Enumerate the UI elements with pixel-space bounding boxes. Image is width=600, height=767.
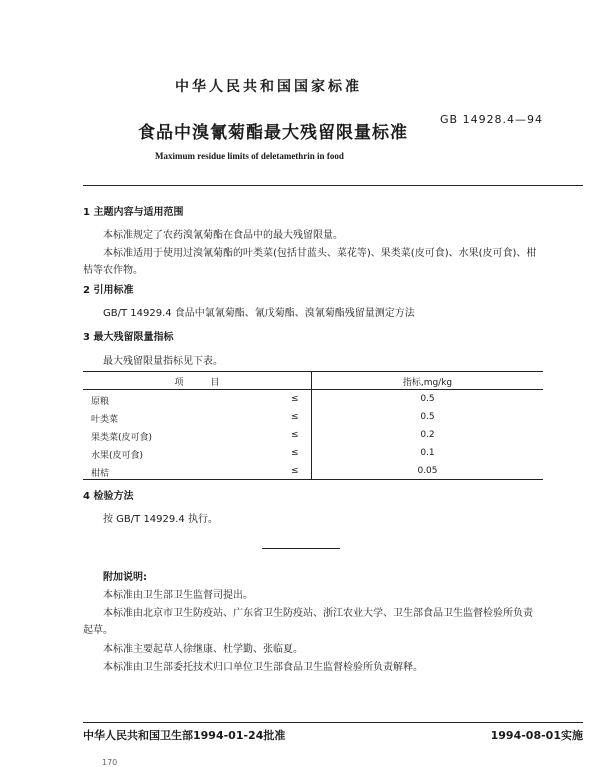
section-4-para: 按 GB/T 14929.4 执行。 [103,514,218,525]
le-symbol: ≤ [291,466,299,476]
section-1-para: 桔等农作物。 [83,265,143,276]
table-cell-value: 0.2 [420,430,435,440]
footer-divider [83,722,583,723]
end-divider [262,548,340,549]
english-title: Maximum residue limits of deletamethrin in food [155,151,344,161]
table-header-rule [83,389,543,390]
table-cell-item: 水果(皮可食) [91,451,144,461]
table-cell-item: 叶类菜 [91,415,119,425]
section-2-heading: 2 引用标准 [83,285,134,296]
notes-line: 本标准由卫生部委托技术归口单位卫生部食品卫生监督检验所负责解释。 [103,662,423,673]
le-symbol: ≤ [291,412,299,422]
section-1-para: 本标准规定了农药溴氰菊酯在食品中的最大残留限量。 [103,230,343,241]
approval-date: 中华人民共和国卫生部1994-01-24批准 [83,729,286,742]
table-cell-item: 果类菜(皮可食) [91,433,153,443]
section-4-heading: 4 检验方法 [83,491,134,502]
table-cell-value: 0.05 [417,466,438,476]
table-cell-value: 0.5 [420,394,435,404]
table-cell-value: 0.1 [420,448,435,458]
table-cell-item: 柑桔 [91,469,110,479]
national-standard-label: 中华人民共和国国家标准 [175,79,362,95]
notes-line: 本标准由北京市卫生防疫站、广东省卫生防疫站、浙江农业大学、卫生部食品卫生监督检验所负责 [103,608,533,619]
section-3-para: 最大残留限量指标见下表。 [103,356,223,367]
table-cell-item: 原粮 [91,397,110,407]
table-header-item: 项 目 [174,378,220,388]
notes-line: 本标准由卫生部卫生监督司提出。 [103,590,253,601]
le-symbol: ≤ [291,430,299,440]
page-number: 170 [102,758,118,767]
table-bottom-rule [83,479,543,480]
notes-line: 本标准主要起草人徐继康、杜学勤、张临夏。 [103,644,303,655]
notes-line: 起草。 [83,625,113,636]
section-1-para: 本标准适用于使用过溴氰菊酯的叶类菜(包括甘蓝头、菜花等)、果类菜(皮可食)、水果(皮可食)、柑 [103,248,537,259]
le-symbol: ≤ [291,394,299,404]
document-title: 食品中溴氰菊酯最大残留限量标准 [138,123,408,143]
notes-heading: 附加说明: [103,572,147,583]
section-3-heading: 3 最大残留限量指标 [83,332,174,343]
standard-code: GB 14928.4—94 [440,113,544,126]
effective-date: 1994-08-01实施 [490,729,583,742]
le-symbol: ≤ [291,448,299,458]
section-2-reference: GB/T 14929.4 食品中氯氰菊酯、氰戊菊酯、溴氰菊酯残留量测定方法 [103,308,415,319]
section-1-heading: 1 主题内容与适用范围 [83,207,184,218]
header-divider [83,185,583,186]
limits-table [83,371,543,479]
table-cell-value: 0.5 [420,412,435,422]
table-top-rule [83,371,543,372]
table-header-value: 指标,mg/kg [402,378,453,388]
